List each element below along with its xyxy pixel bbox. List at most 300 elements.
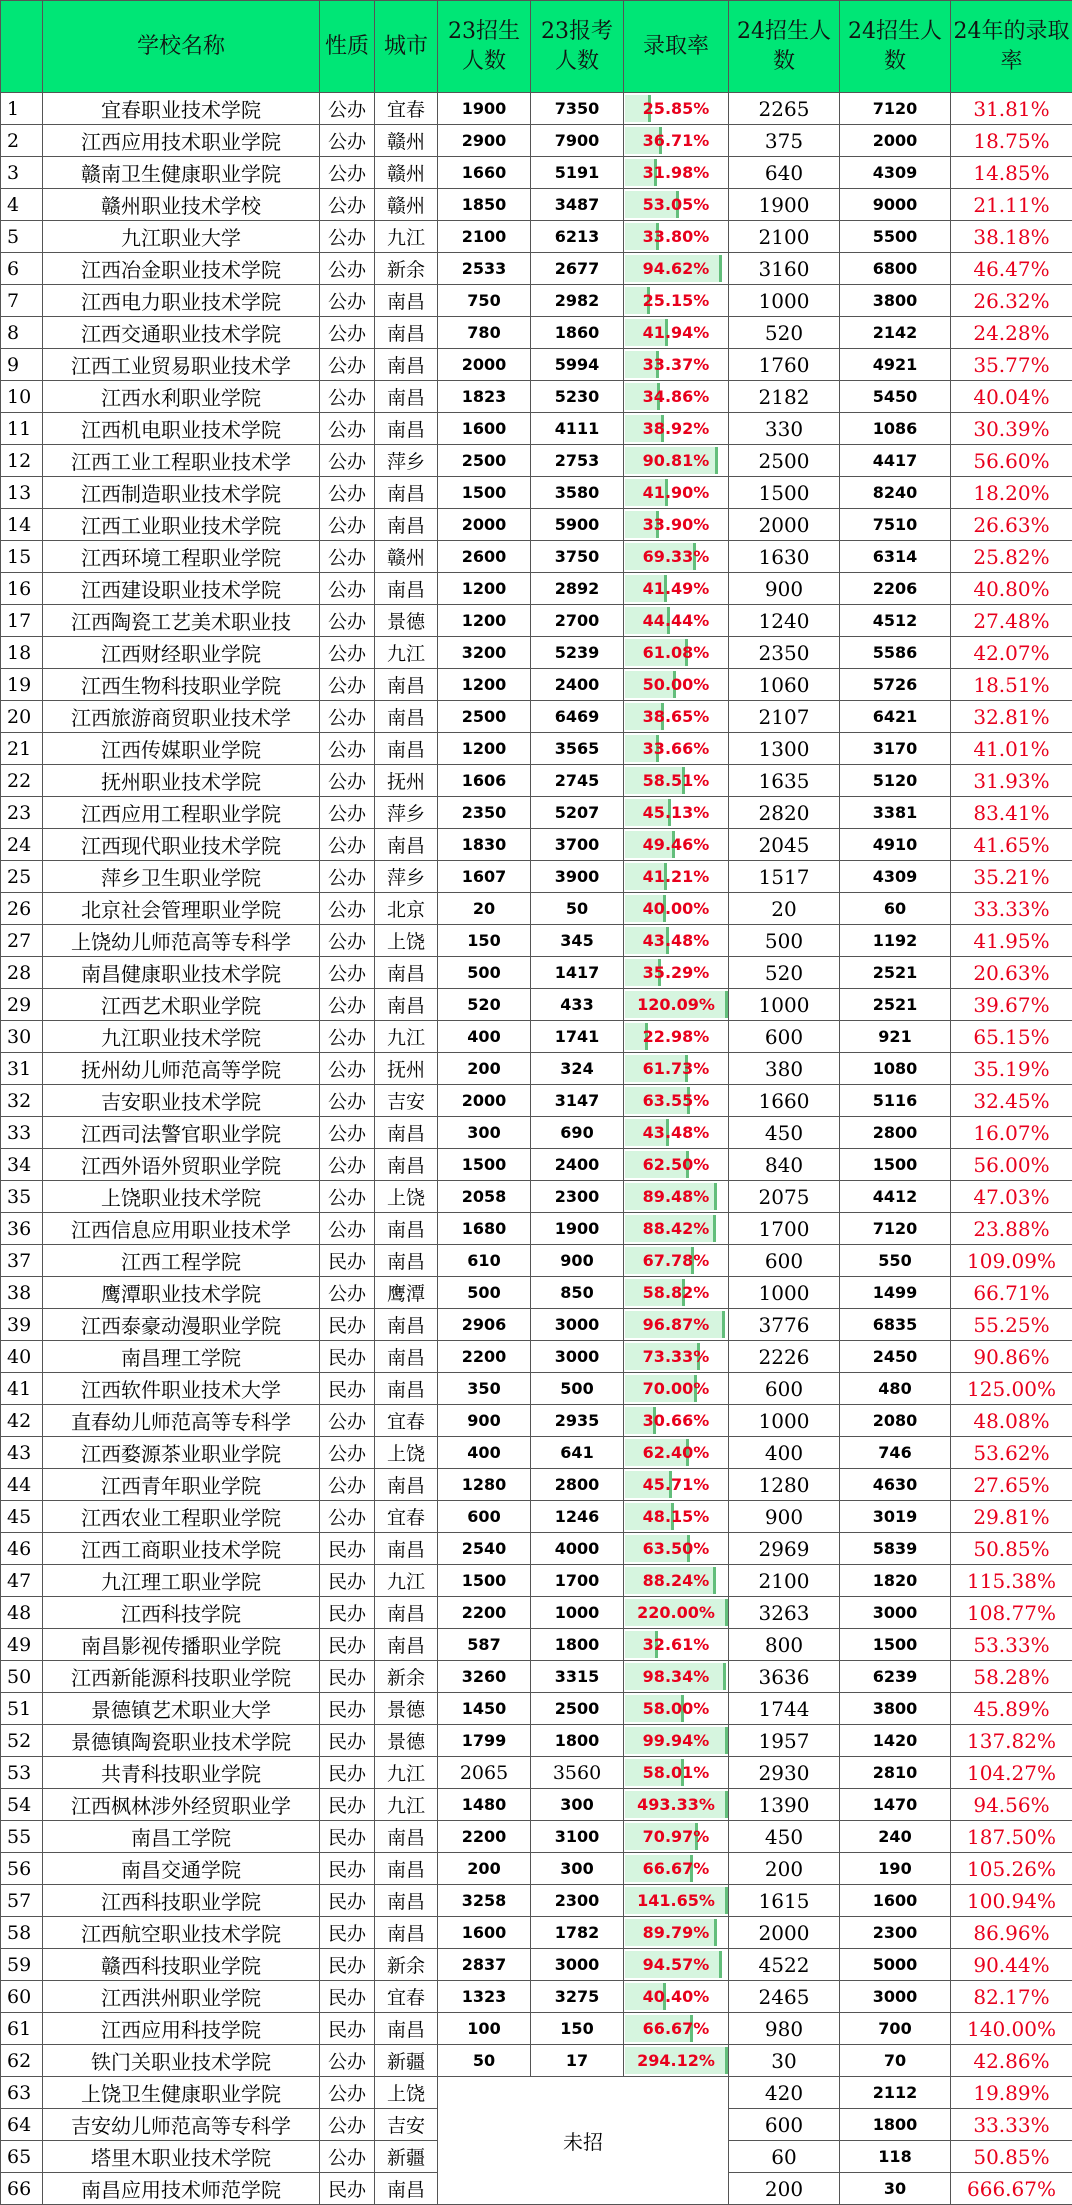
school-city: 南昌 — [375, 669, 438, 701]
table-row — [1, 1693, 1072, 1725]
table-row — [1, 1021, 1072, 1053]
rate-23 — [624, 765, 729, 797]
rate-23-value: 22.98% — [643, 1027, 710, 1046]
enroll-24: 980 — [729, 2013, 840, 2045]
enroll-23: 2200 — [438, 1597, 531, 1629]
school-type: 民办 — [320, 1661, 375, 1693]
rate-23-value: 25.85% — [643, 99, 710, 118]
school-type: 公办 — [320, 2141, 375, 2173]
row-index: 47 — [1, 1565, 43, 1597]
rate-23 — [624, 669, 729, 701]
table-row — [1, 317, 1072, 349]
school-city: 南昌 — [375, 1341, 438, 1373]
apply-24: 5726 — [840, 669, 951, 701]
rate-23-value: 50.00% — [643, 675, 710, 694]
rate-23-value: 41.49% — [643, 579, 710, 598]
school-type: 公办 — [320, 1181, 375, 1213]
apply-24: 1420 — [840, 1725, 951, 1757]
table-row — [1, 541, 1072, 573]
school-name: 江西陶瓷工艺美术职业技 — [43, 605, 320, 637]
apply-23: 300 — [531, 1789, 624, 1821]
school-type: 民办 — [320, 1565, 375, 1597]
rate-24: 66.71% — [951, 1277, 1072, 1309]
school-type: 民办 — [320, 1533, 375, 1565]
table-row — [1, 285, 1072, 317]
enroll-23: 1200 — [438, 605, 531, 637]
rate-23-value: 35.29% — [643, 963, 710, 982]
enroll-24: 2265 — [729, 93, 840, 125]
header-school-name: 学校名称 — [43, 1, 320, 93]
header-type: 性质 — [320, 1, 375, 93]
rate-23 — [624, 413, 729, 445]
school-name: 江西机电职业技术学院 — [43, 413, 320, 445]
rate-24: 104.27% — [951, 1757, 1072, 1789]
school-city: 九江 — [375, 221, 438, 253]
school-type: 民办 — [320, 1853, 375, 1885]
school-type: 公办 — [320, 925, 375, 957]
rate-23-value: 58.82% — [643, 1283, 710, 1302]
row-index: 17 — [1, 605, 43, 637]
school-city: 南昌 — [375, 829, 438, 861]
apply-23: 5230 — [531, 381, 624, 413]
apply-23: 5207 — [531, 797, 624, 829]
enroll-24: 450 — [729, 1117, 840, 1149]
enroll-23: 1500 — [438, 477, 531, 509]
rate-23 — [624, 1885, 729, 1917]
rate-24: 33.33% — [951, 893, 1072, 925]
enroll-23: 2100 — [438, 221, 531, 253]
row-index: 6 — [1, 253, 43, 285]
rate-23-value: 40.00% — [643, 899, 710, 918]
enroll-24: 1744 — [729, 1693, 840, 1725]
school-city: 上饶 — [375, 1437, 438, 1469]
rate-24: 23.88% — [951, 1213, 1072, 1245]
school-name: 鹰潭职业技术学院 — [43, 1277, 320, 1309]
row-index: 60 — [1, 1981, 43, 2013]
apply-24: 2142 — [840, 317, 951, 349]
apply-24: 2206 — [840, 573, 951, 605]
rate-23-value: 58.01% — [643, 1763, 710, 1782]
rate-23 — [624, 1117, 729, 1149]
school-city: 上饶 — [375, 925, 438, 957]
school-type: 公办 — [320, 1405, 375, 1437]
school-city: 上饶 — [375, 2077, 438, 2109]
rate-23-value: 99.94% — [643, 1731, 710, 1750]
apply-24: 2810 — [840, 1757, 951, 1789]
table-row — [1, 157, 1072, 189]
school-city: 赣州 — [375, 157, 438, 189]
school-name: 江西制造职业技术学院 — [43, 477, 320, 509]
table-row — [1, 1085, 1072, 1117]
school-city: 新余 — [375, 253, 438, 285]
rate-23-value: 66.67% — [643, 1859, 710, 1878]
rate-23-value: 493.33% — [637, 1795, 715, 1814]
school-type: 民办 — [320, 1949, 375, 1981]
school-type: 公办 — [320, 477, 375, 509]
apply-24: 6239 — [840, 1661, 951, 1693]
table-row — [1, 957, 1072, 989]
row-index: 57 — [1, 1885, 43, 1917]
rate-24: 20.63% — [951, 957, 1072, 989]
enroll-24: 1000 — [729, 1277, 840, 1309]
rate-23 — [624, 893, 729, 925]
rate-24: 32.81% — [951, 701, 1072, 733]
enroll-23: 500 — [438, 957, 531, 989]
school-name: 吉安职业技术学院 — [43, 1085, 320, 1117]
enroll-24: 2350 — [729, 637, 840, 669]
apply-23: 1900 — [531, 1213, 624, 1245]
enroll-24: 1635 — [729, 765, 840, 797]
table-row — [1, 1149, 1072, 1181]
rate-23 — [624, 2013, 729, 2045]
school-type: 公办 — [320, 381, 375, 413]
rate-24: 35.19% — [951, 1053, 1072, 1085]
school-type: 公办 — [320, 1501, 375, 1533]
table-row — [1, 477, 1072, 509]
apply-24: 4309 — [840, 157, 951, 189]
school-type: 公办 — [320, 829, 375, 861]
table-row — [1, 1629, 1072, 1661]
rate-23-value: 41.21% — [643, 867, 710, 886]
rate-23 — [624, 1341, 729, 1373]
table-row — [1, 573, 1072, 605]
rate-23 — [624, 349, 729, 381]
row-index: 51 — [1, 1693, 43, 1725]
school-city: 南昌 — [375, 573, 438, 605]
enroll-24: 400 — [729, 1437, 840, 1469]
apply-23: 900 — [531, 1245, 624, 1277]
enroll-24: 900 — [729, 573, 840, 605]
rate-24: 94.56% — [951, 1789, 1072, 1821]
apply-24: 4910 — [840, 829, 951, 861]
school-city: 南昌 — [375, 1821, 438, 1853]
apply-23: 3000 — [531, 1309, 624, 1341]
rate-23 — [624, 1981, 729, 2013]
apply-24: 5116 — [840, 1085, 951, 1117]
school-type: 公办 — [320, 637, 375, 669]
enroll-23: 1830 — [438, 829, 531, 861]
enroll-23: 1606 — [438, 765, 531, 797]
enroll-24: 380 — [729, 1053, 840, 1085]
school-name: 上饶卫生健康职业学院 — [43, 2077, 320, 2109]
row-index: 5 — [1, 221, 43, 253]
school-type: 公办 — [320, 1437, 375, 1469]
school-name: 江西婺源茶业职业学院 — [43, 1437, 320, 1469]
school-name: 江西信息应用职业技术学 — [43, 1213, 320, 1245]
apply-23: 2753 — [531, 445, 624, 477]
rate-23 — [624, 445, 729, 477]
school-type: 民办 — [320, 1309, 375, 1341]
table-row — [1, 1853, 1072, 1885]
apply-23: 3315 — [531, 1661, 624, 1693]
apply-24: 70 — [840, 2045, 951, 2077]
school-type: 民办 — [320, 1725, 375, 1757]
row-index: 27 — [1, 925, 43, 957]
rate-23-value: 89.79% — [643, 1923, 710, 1942]
rate-24: 19.89% — [951, 2077, 1072, 2109]
apply-24: 480 — [840, 1373, 951, 1405]
rate-23-value: 90.81% — [643, 451, 710, 470]
school-type: 公办 — [320, 1469, 375, 1501]
row-index: 48 — [1, 1597, 43, 1629]
rate-23 — [624, 637, 729, 669]
school-city: 萍乡 — [375, 445, 438, 477]
row-index: 50 — [1, 1661, 43, 1693]
header-city: 城市 — [375, 1, 438, 93]
table-row — [1, 765, 1072, 797]
row-index: 7 — [1, 285, 43, 317]
apply-23: 2300 — [531, 1181, 624, 1213]
apply-23: 1417 — [531, 957, 624, 989]
apply-23: 1800 — [531, 1725, 624, 1757]
rate-23 — [624, 317, 729, 349]
rate-23-value: 45.71% — [643, 1475, 710, 1494]
row-index: 31 — [1, 1053, 43, 1085]
table-row — [1, 1501, 1072, 1533]
rate-24: 109.09% — [951, 1245, 1072, 1277]
school-type: 公办 — [320, 221, 375, 253]
rate-24: 41.65% — [951, 829, 1072, 861]
rate-23-value: 61.08% — [643, 643, 710, 662]
rate-24: 666.67% — [951, 2173, 1072, 2205]
enroll-24: 1700 — [729, 1213, 840, 1245]
enroll-23: 1450 — [438, 1693, 531, 1725]
row-index: 52 — [1, 1725, 43, 1757]
rate-23 — [624, 1309, 729, 1341]
row-index: 25 — [1, 861, 43, 893]
apply-24: 3800 — [840, 1693, 951, 1725]
enroll-24: 1000 — [729, 1405, 840, 1437]
school-type: 公办 — [320, 541, 375, 573]
apply-23: 5191 — [531, 157, 624, 189]
apply-23: 5900 — [531, 509, 624, 541]
row-index: 55 — [1, 1821, 43, 1853]
rate-23 — [624, 253, 729, 285]
rate-23-value: 70.00% — [643, 1379, 710, 1398]
rate-24: 50.85% — [951, 1533, 1072, 1565]
apply-24: 3019 — [840, 1501, 951, 1533]
row-index: 13 — [1, 477, 43, 509]
table-row — [1, 253, 1072, 285]
school-name: 赣州职业技术学校 — [43, 189, 320, 221]
apply-24: 550 — [840, 1245, 951, 1277]
school-type: 公办 — [320, 317, 375, 349]
rate-24: 83.41% — [951, 797, 1072, 829]
table-row — [1, 925, 1072, 957]
school-city: 南昌 — [375, 1917, 438, 1949]
enroll-23: 100 — [438, 2013, 531, 2045]
enroll-23: 520 — [438, 989, 531, 1021]
school-city: 南昌 — [375, 701, 438, 733]
table-row — [1, 1949, 1072, 1981]
row-index: 11 — [1, 413, 43, 445]
rate-23-value: 41.90% — [643, 483, 710, 502]
school-city: 抚州 — [375, 1053, 438, 1085]
rate-23-value: 70.97% — [643, 1827, 710, 1846]
school-name: 塔里木职业技术学院 — [43, 2141, 320, 2173]
rate-23-value: 61.73% — [643, 1059, 710, 1078]
table-row — [1, 989, 1072, 1021]
school-city: 南昌 — [375, 1469, 438, 1501]
school-name: 江西司法警官职业学院 — [43, 1117, 320, 1149]
apply-24: 4412 — [840, 1181, 951, 1213]
rate-23 — [624, 93, 729, 125]
school-type: 民办 — [320, 1981, 375, 2013]
enroll-23: 2600 — [438, 541, 531, 573]
rate-24: 18.75% — [951, 125, 1072, 157]
rate-23-value: 40.40% — [643, 1987, 710, 2006]
rate-23-value: 49.46% — [643, 835, 710, 854]
apply-23: 433 — [531, 989, 624, 1021]
rate-23 — [624, 1181, 729, 1213]
enroll-23: 1200 — [438, 733, 531, 765]
enroll-24: 840 — [729, 1149, 840, 1181]
school-name: 江西电力职业技术学院 — [43, 285, 320, 317]
apply-23: 1741 — [531, 1021, 624, 1053]
rate-23-value: 58.51% — [643, 771, 710, 790]
school-type: 公办 — [320, 765, 375, 797]
rate-23 — [624, 1405, 729, 1437]
rate-23-value: 88.24% — [643, 1571, 710, 1590]
school-city: 南昌 — [375, 1309, 438, 1341]
enroll-23: 900 — [438, 1405, 531, 1437]
school-name: 景德镇艺术职业大学 — [43, 1693, 320, 1725]
school-name: 江西传媒职业学院 — [43, 733, 320, 765]
enroll-23: 3260 — [438, 1661, 531, 1693]
apply-24: 3381 — [840, 797, 951, 829]
school-type: 公办 — [320, 1053, 375, 1085]
enroll-24: 2100 — [729, 221, 840, 253]
school-city: 南昌 — [375, 381, 438, 413]
enroll-24: 2226 — [729, 1341, 840, 1373]
apply-24: 190 — [840, 1853, 951, 1885]
enroll-23: 1600 — [438, 1917, 531, 1949]
row-index: 62 — [1, 2045, 43, 2077]
school-name: 江西工商职业技术学院 — [43, 1533, 320, 1565]
apply-24: 7510 — [840, 509, 951, 541]
rate-24: 29.81% — [951, 1501, 1072, 1533]
rate-24: 31.93% — [951, 765, 1072, 797]
rate-24: 100.94% — [951, 1885, 1072, 1917]
school-type: 公办 — [320, 1085, 375, 1117]
table-row — [1, 797, 1072, 829]
table-row — [1, 893, 1072, 925]
row-index: 16 — [1, 573, 43, 605]
apply-23: 345 — [531, 925, 624, 957]
apply-23: 3560 — [531, 1757, 624, 1789]
row-index: 66 — [1, 2173, 43, 2205]
apply-24: 240 — [840, 1821, 951, 1853]
apply-24: 700 — [840, 2013, 951, 2045]
school-type: 民办 — [320, 2013, 375, 2045]
school-city: 南昌 — [375, 733, 438, 765]
school-city: 抚州 — [375, 765, 438, 797]
rate-23-value: 66.67% — [643, 2019, 710, 2038]
row-index: 38 — [1, 1277, 43, 1309]
enroll-24: 600 — [729, 1373, 840, 1405]
school-name: 江西科技职业学院 — [43, 1885, 320, 1917]
rate-23-value: 34.86% — [643, 387, 710, 406]
row-index: 35 — [1, 1181, 43, 1213]
row-index: 44 — [1, 1469, 43, 1501]
rate-24: 40.04% — [951, 381, 1072, 413]
school-type: 公办 — [320, 2077, 375, 2109]
enroll-24: 30 — [729, 2045, 840, 2077]
rate-23 — [624, 829, 729, 861]
school-name: 江西旅游商贸职业技术学 — [43, 701, 320, 733]
rate-23-value: 38.65% — [643, 707, 710, 726]
school-name: 江西冶金职业技术学院 — [43, 253, 320, 285]
apply-23: 2500 — [531, 1693, 624, 1725]
school-city: 新余 — [375, 1661, 438, 1693]
school-name: 赣南卫生健康职业学院 — [43, 157, 320, 189]
school-type: 公办 — [320, 893, 375, 925]
school-name: 江西应用技术职业学院 — [43, 125, 320, 157]
school-name: 赣西科技职业学院 — [43, 1949, 320, 1981]
row-index: 3 — [1, 157, 43, 189]
school-city: 南昌 — [375, 477, 438, 509]
school-name: 江西工程学院 — [43, 1245, 320, 1277]
enroll-23: 300 — [438, 1117, 531, 1149]
row-index: 56 — [1, 1853, 43, 1885]
school-type: 公办 — [320, 413, 375, 445]
apply-24: 3170 — [840, 733, 951, 765]
enroll-24: 1000 — [729, 285, 840, 317]
apply-23: 150 — [531, 2013, 624, 2045]
table-body — [1, 93, 1072, 2205]
row-index: 21 — [1, 733, 43, 765]
rate-24: 14.85% — [951, 157, 1072, 189]
enroll-24: 2465 — [729, 1981, 840, 2013]
enroll-23: 1500 — [438, 1149, 531, 1181]
apply-24: 6835 — [840, 1309, 951, 1341]
rate-23-value: 38.92% — [643, 419, 710, 438]
enroll-24: 200 — [729, 1853, 840, 1885]
school-city: 南昌 — [375, 285, 438, 317]
apply-23: 3487 — [531, 189, 624, 221]
row-index: 8 — [1, 317, 43, 349]
rate-24: 58.28% — [951, 1661, 1072, 1693]
rate-23 — [624, 1469, 729, 1501]
rate-23 — [624, 1245, 729, 1277]
school-city: 南昌 — [375, 1629, 438, 1661]
enroll-24: 3263 — [729, 1597, 840, 1629]
rate-23 — [624, 2045, 729, 2077]
row-index: 9 — [1, 349, 43, 381]
table-row — [1, 1661, 1072, 1693]
school-type: 公办 — [320, 861, 375, 893]
apply-24: 6314 — [840, 541, 951, 573]
school-type: 民办 — [320, 1693, 375, 1725]
apply-24: 4512 — [840, 605, 951, 637]
table-row — [1, 413, 1072, 445]
school-city: 北京 — [375, 893, 438, 925]
rate-24: 48.08% — [951, 1405, 1072, 1437]
apply-24: 2300 — [840, 1917, 951, 1949]
header-rate-24: 24年的录取率 — [951, 1, 1072, 93]
apply-23: 2800 — [531, 1469, 624, 1501]
school-city: 南昌 — [375, 1149, 438, 1181]
school-type: 公办 — [320, 1021, 375, 1053]
apply-23: 17 — [531, 2045, 624, 2077]
school-name: 萍乡卫生职业学院 — [43, 861, 320, 893]
table-row — [1, 93, 1072, 125]
rate-24: 33.33% — [951, 2109, 1072, 2141]
rate-23-value: 44.44% — [643, 611, 710, 630]
enroll-23: 2000 — [438, 1085, 531, 1117]
apply-24: 60 — [840, 893, 951, 925]
apply-23: 3565 — [531, 733, 624, 765]
